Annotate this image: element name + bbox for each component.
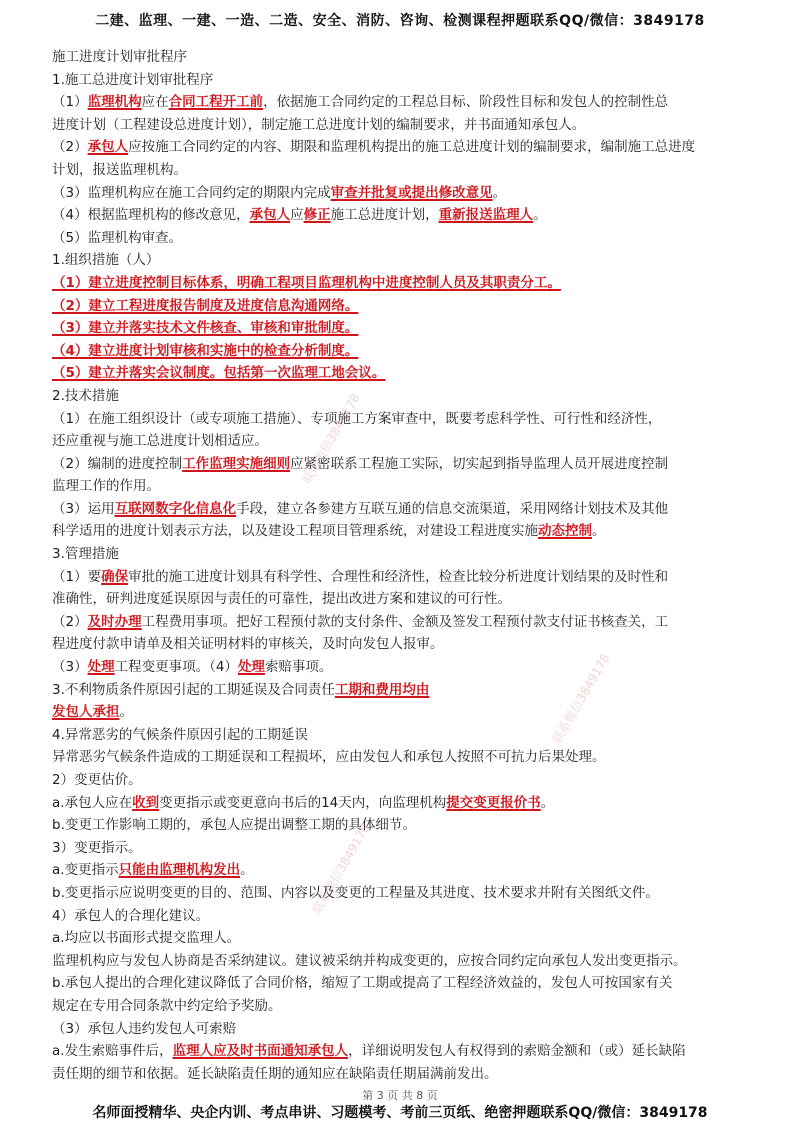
text-line bbox=[52, 114, 764, 137]
text-line bbox=[52, 792, 764, 815]
highlighted-keyword: （4）建立进度计划审核和实施中的检查分析制度。 bbox=[52, 342, 359, 359]
text-segment: （3） bbox=[52, 659, 88, 676]
text-line bbox=[52, 950, 764, 973]
text-line bbox=[52, 430, 764, 453]
text-segment: b.变更工作影响工期的，承包人应提出调整工期的具体细节。 bbox=[52, 817, 416, 834]
watermark: 联系微信3849178 bbox=[299, 391, 363, 487]
text-segment: 手段，建立各参建方互联互通的信息交流渠道，采用网络计划技术及其他 bbox=[236, 500, 669, 517]
text-line bbox=[52, 588, 764, 611]
text-segment: 3.管理措施 bbox=[52, 546, 119, 563]
text-segment: 进度计划（工程建设总进度计划），制定施工总进度计划的编制要求，并书面通知承包人。 bbox=[52, 116, 586, 133]
text-segment: （2） bbox=[52, 613, 88, 630]
text-segment: （4）根据监理机构的修改意见， bbox=[52, 207, 250, 224]
highlighted-keyword: 互联网数字化信息化 bbox=[114, 500, 237, 517]
text-line bbox=[52, 679, 764, 702]
text-line bbox=[52, 362, 764, 385]
text-segment: 应在 bbox=[141, 94, 169, 111]
highlighted-keyword: 工期和费用均由 bbox=[334, 681, 430, 698]
text-line bbox=[52, 724, 764, 747]
text-segment: 工程费用事项。把好工程预付款的支付条件、金额及签发工程预付款支付证书核查关，工 bbox=[141, 613, 669, 630]
text-segment: （3）运用 bbox=[52, 500, 115, 517]
text-line bbox=[52, 69, 764, 92]
text-segment: 计划，报送监理机构。 bbox=[52, 161, 187, 178]
text-segment: （1）要 bbox=[52, 568, 102, 585]
text-segment: （2） bbox=[52, 139, 88, 156]
text-line bbox=[52, 475, 764, 498]
text-segment: 1.组织措施（人） bbox=[52, 252, 160, 269]
text-segment: 还应重视与施工总进度计划相适应。 bbox=[52, 433, 268, 450]
text-segment: 工程变更事项。（4） bbox=[114, 659, 238, 676]
text-line bbox=[52, 295, 764, 318]
highlighted-keyword: 收到 bbox=[132, 794, 160, 811]
highlighted-keyword: 重新报送监理人 bbox=[438, 207, 534, 224]
highlighted-keyword: 修正 bbox=[303, 207, 331, 224]
text-line bbox=[52, 249, 764, 272]
text-line bbox=[52, 520, 764, 543]
text-line bbox=[52, 317, 764, 340]
text-line bbox=[52, 633, 764, 656]
text-line bbox=[52, 340, 764, 363]
highlighted-keyword: 只能由监理机构发出 bbox=[118, 862, 241, 879]
page-header: 二建、监理、一建、一造、二造、安全、消防、咨询、检测课程押题联系QQ/微信：3849178 bbox=[95, 13, 705, 29]
highlighted-keyword: 确保 bbox=[101, 568, 129, 585]
text-line bbox=[52, 882, 764, 905]
text-line bbox=[52, 611, 764, 634]
highlighted-keyword: 监理人应及时书面通知承包人 bbox=[172, 1043, 349, 1060]
text-line bbox=[52, 159, 764, 182]
text-segment: ，依据施工合同约定的工程总目标、阶段性目标和发包人的控制性总 bbox=[263, 94, 669, 111]
text-segment: 监理工作的作用。 bbox=[52, 478, 160, 495]
text-segment: （3）承包人违约发包人可索赔 bbox=[52, 1020, 237, 1037]
text-segment: 应 bbox=[290, 207, 304, 224]
text-line bbox=[52, 927, 764, 950]
text-segment: （1） bbox=[52, 94, 88, 111]
text-segment: 科学适用的进度计划表示方法，以及建设工程项目管理系统，对建设工程进度实施 bbox=[52, 523, 538, 540]
text-segment: ，详细说明发包人有权得到的索赔金额和（或）延长缺陷 bbox=[348, 1043, 686, 1060]
text-line bbox=[52, 905, 764, 928]
text-line bbox=[52, 204, 764, 227]
watermark: 联系微信3849178 bbox=[309, 821, 373, 917]
text-line bbox=[52, 91, 764, 114]
text-segment: b.承包人提出的合理化建议降低了合同价格，缩短了工期或提高了工程经济效益的，发包人可按国家有关 bbox=[52, 975, 673, 992]
highlighted-keyword: 发包人承担 bbox=[52, 704, 120, 721]
text-segment: 3.不利物质条件原因引起的工期延误及合同责任 bbox=[52, 681, 335, 698]
text-line bbox=[52, 227, 764, 250]
text-segment: 审批的施工进度计划具有科学性、合理性和经济性，检查比较分析进度计划结果的及时性和 bbox=[128, 568, 669, 585]
text-segment: 异常恶劣气候条件造成的工期延误和工程损坏，应由发包人和承包人按照不可抗力后果处理。 bbox=[52, 749, 606, 766]
text-segment: 。 bbox=[240, 862, 254, 879]
text-segment: （3）监理机构应在施工合同约定的期限内完成 bbox=[52, 184, 331, 201]
text-line bbox=[52, 837, 764, 860]
text-line bbox=[52, 272, 764, 295]
text-segment: 准确性，研判进度延误原因与责任的可靠性，提出改进方案和建议的可行性。 bbox=[52, 591, 511, 608]
text-segment: 施工总进度计划， bbox=[330, 207, 439, 224]
text-segment: a.均应以书面形式提交监理人。 bbox=[52, 930, 241, 947]
text-line bbox=[52, 566, 764, 589]
highlighted-keyword: 及时办理 bbox=[87, 613, 142, 630]
text-segment: 2.技术措施 bbox=[52, 387, 119, 404]
text-line bbox=[52, 453, 764, 476]
text-line bbox=[52, 972, 764, 995]
text-line bbox=[52, 408, 764, 431]
text-line bbox=[52, 1018, 764, 1041]
text-line bbox=[52, 1063, 764, 1086]
highlighted-keyword: 承包人 bbox=[87, 139, 129, 156]
text-segment: 4.异常恶劣的气候条件原因引起的工期延误 bbox=[52, 726, 308, 743]
text-segment: 2）变更估价。 bbox=[52, 772, 142, 788]
highlighted-keyword: 提交变更报价书 bbox=[446, 794, 541, 811]
text-segment: 。 bbox=[492, 184, 507, 201]
watermark: 联系微信3849178 bbox=[549, 651, 613, 747]
text-segment: （5）监理机构审查。 bbox=[52, 229, 183, 246]
text-line bbox=[52, 46, 764, 69]
highlighted-keyword: 承包人 bbox=[249, 207, 291, 224]
text-line bbox=[52, 1040, 764, 1063]
highlighted-keyword: 合同工程开工前 bbox=[168, 94, 264, 111]
document-body bbox=[52, 46, 764, 1085]
text-segment: 索赔事项。 bbox=[264, 659, 333, 676]
text-line bbox=[52, 385, 764, 408]
highlighted-keyword: （1）建立进度控制目标体系，明确工程项目监理机构中进度控制人员及其职责分工。 bbox=[52, 274, 561, 291]
highlighted-keyword: （3）建立并落实技术文件核查、审核和审批制度。 bbox=[52, 320, 359, 337]
text-segment: （1）在施工组织设计（或专项施工措施）、专项施工方案审查中，既要考虑科学性、可行性和经济性， bbox=[52, 410, 662, 427]
text-line bbox=[52, 814, 764, 837]
text-segment: b.变更指示应说明变更的目的、范围、内容以及变更的工程量及其进度、技术要求并附有关图纸文件。 bbox=[52, 884, 659, 901]
text-segment: 。 bbox=[592, 523, 606, 540]
highlighted-keyword: 动态控制 bbox=[538, 523, 592, 540]
page-footer: 名师面授精华、央企内训、考点串讲、习题模考、考前三页纸、绝密押题联系QQ/微信：3849178 bbox=[92, 1105, 708, 1121]
highlighted-keyword: （5）建立并落实会议制度。包括第一次监理工地会议。 bbox=[52, 365, 386, 382]
text-segment: 。 bbox=[540, 794, 555, 811]
text-segment: 。 bbox=[533, 207, 547, 224]
text-segment: 应按施工合同约定的内容、期限和监理机构提出的施工总进度计划的编制要求，编制施工总进度 bbox=[128, 139, 696, 156]
highlighted-keyword: 工作监理实施细则 bbox=[182, 455, 291, 472]
text-segment: 责任期的细节和依据。延长缺陷责任期的通知应在缺陷责任期届满前发出。 bbox=[52, 1065, 498, 1082]
text-line bbox=[52, 498, 764, 521]
text-line bbox=[52, 746, 764, 769]
text-line bbox=[52, 859, 764, 882]
text-segment: a.变更指示 bbox=[52, 862, 119, 879]
text-line bbox=[52, 543, 764, 566]
text-segment: 1.施工总进度计划审批程序 bbox=[52, 71, 214, 88]
text-segment: 应紧密联系工程施工实际，切实起到指导监理人员开展进度控制 bbox=[290, 455, 669, 472]
text-segment: 规定在专用合同条款中约定给予奖励。 bbox=[52, 997, 282, 1014]
text-line bbox=[52, 701, 764, 724]
text-segment: 。 bbox=[119, 704, 133, 721]
page-number: 第 3 页 共 8 页 bbox=[362, 1089, 438, 1102]
text-segment: 程进度付款申请单及相关证明材料的审核关，及时向发包人报审。 bbox=[52, 636, 444, 653]
text-line bbox=[52, 995, 764, 1018]
text-segment: a.承包人应在 bbox=[52, 794, 133, 811]
highlighted-keyword: 监理机构 bbox=[87, 94, 142, 111]
text-line bbox=[52, 182, 764, 205]
text-segment: 变更指示或变更意向书后的14天内，向监理机构 bbox=[159, 794, 447, 811]
text-segment: 监理机构应与发包人协商是否采纳建议。建议被采纳并构成变更的，应按合同约定向承包人发出变更指示。 bbox=[52, 952, 687, 969]
text-line bbox=[52, 769, 764, 792]
text-segment: （2）编制的进度控制 bbox=[52, 455, 183, 472]
text-segment: 4）承包人的合理化建议。 bbox=[52, 907, 210, 924]
text-line bbox=[52, 136, 764, 159]
text-segment: 3）变更指示。 bbox=[52, 839, 142, 856]
highlighted-keyword: 处理 bbox=[237, 659, 265, 676]
highlighted-keyword: 审查并批复或提出修改意见 bbox=[330, 184, 493, 201]
text-line bbox=[52, 656, 764, 679]
highlighted-keyword: （2）建立工程进度报告制度及进度信息沟通网络。 bbox=[52, 297, 359, 314]
text-segment: 施工进度计划审批程序 bbox=[52, 49, 187, 65]
highlighted-keyword: 处理 bbox=[87, 659, 115, 676]
text-segment: a.发生索赔事件后， bbox=[52, 1043, 173, 1060]
